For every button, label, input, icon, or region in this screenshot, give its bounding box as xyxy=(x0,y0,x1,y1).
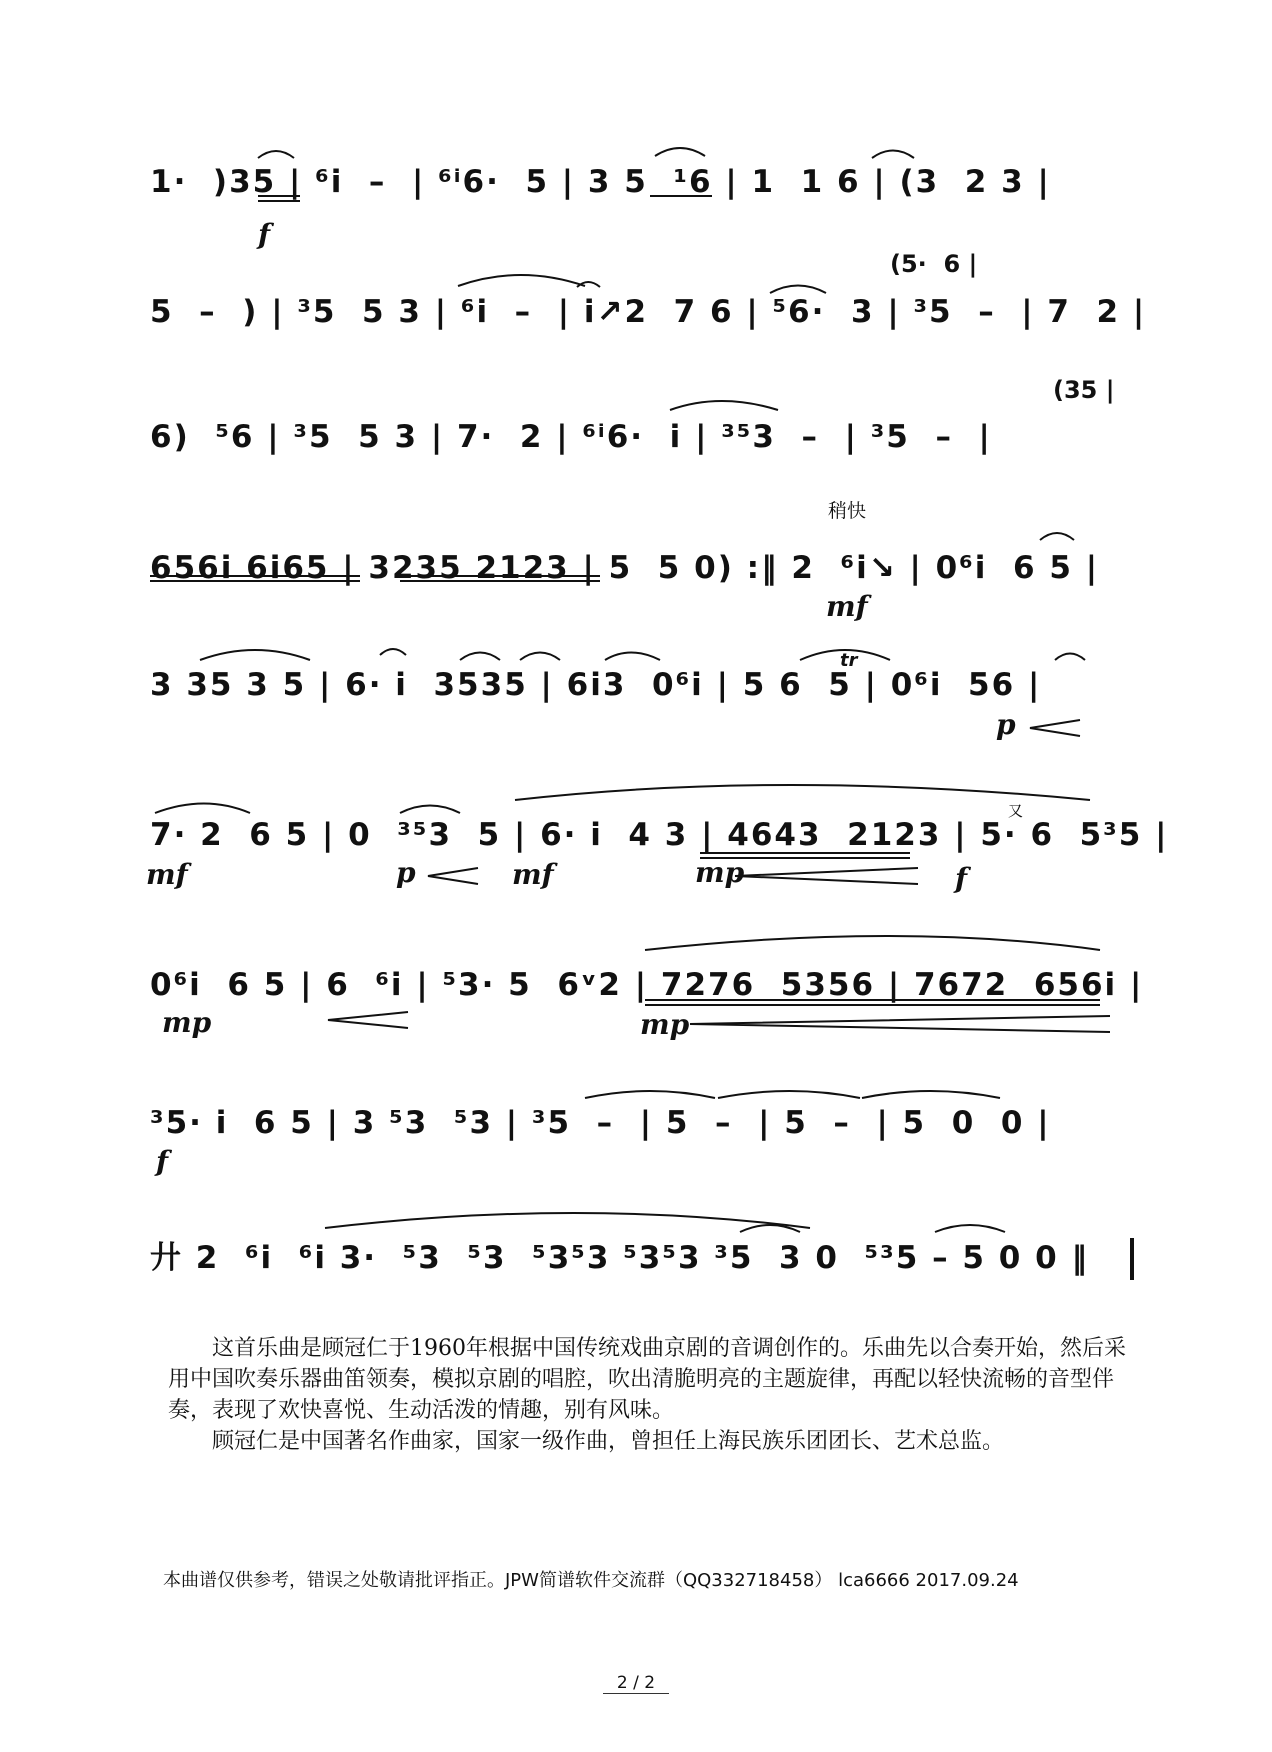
score-line-1: 1· )35 | ⁶i – | ⁶ⁱ6· 5 | 3 5 ¹6 | 1 1 6 | (3 2 3 | xyxy=(150,164,1051,200)
dynamic-mark: mf xyxy=(146,858,188,891)
bracket-annotation-line-3: (35 | xyxy=(1053,376,1115,404)
description-paragraph: 这首乐曲是顾冠仁于1960年根据中国传统戏曲京剧的音调创作的。乐曲先以合奏开始，然后采用中国吹奏乐器曲笛领奏，模拟京剧的唱腔，吹出清脆明亮的主题旋律，再配以轻快流畅的音型伴奏，表现了欢快喜悦、生动活泼的情趣，别有风味。 xyxy=(168,1336,1126,1423)
score-line-2: 5 – ) | ³5 5 3 | ⁶i – | i↗2 7 6 | ⁵6· 3 | ³5 – | 7 2 | xyxy=(150,294,1147,330)
score-line-3: 6) ⁵6 | ³5 5 3 | 7· 2 | ⁶ⁱ6· i | ³⁵3 – | ³5 – | xyxy=(150,419,992,455)
score-line-7: 0⁶i 6 5 | 6 ⁶i | ⁵3· 5 6ᵛ2 | 7276 5356 | 7672 656i | xyxy=(150,967,1144,1003)
dynamic-mark: p xyxy=(396,856,416,889)
page-number xyxy=(0,1673,1272,1693)
score-line-8: ³5· i 6 5 | 3 ⁵3 ⁵3 | ³5 – | 5 – | 5 – | 5 0 0 | xyxy=(150,1105,1051,1141)
dynamic-mark: mp xyxy=(162,1006,212,1039)
dynamic-mark: mf xyxy=(826,590,868,623)
dynamic-mark: f xyxy=(955,862,968,895)
dynamic-mark: p xyxy=(996,708,1016,741)
score-line-9: 廾 2 ⁶i ⁶i 3· ⁵3 ⁵3 ⁵3⁵3 ⁵3⁵3 ³5 3 0 ⁵³5 – 5 0 0 ‖ xyxy=(150,1240,1089,1276)
score-line-4: 656i 6i65 | 3235 2123 | 5 5 0) :‖ 2 ⁶i↘ | 0⁶i 6 5 | xyxy=(150,550,1100,586)
description-paragraph: 顾冠仁是中国著名作曲家，国家一级作曲，曾担任上海民族乐团团长、艺术总监。 xyxy=(212,1429,1005,1454)
trill-marking: tr xyxy=(840,650,858,671)
bracket-annotation-line-2: (5· 6 | xyxy=(890,250,978,278)
score-line-6: 7· 2 6 5 | 0 ³⁵3 5 | 6· i 4 3 | 4643 2123 | 5· 6 5³5 | xyxy=(150,817,1169,853)
page-number-text: 2 / 2 xyxy=(603,1673,669,1694)
dynamic-mark: f xyxy=(156,1145,169,1178)
dynamic-mark: mf xyxy=(512,858,554,891)
dynamic-mark: mp xyxy=(695,856,745,889)
score-line-5: 3 35 3 5 | 6· i 3535 | 6i3 0⁶i | 5 6 5 | 0⁶i 56 | xyxy=(150,667,1042,703)
dynamic-mark: mp xyxy=(640,1008,690,1041)
dynamic-mark: f xyxy=(258,218,271,251)
footer-disclaimer: 本曲谱仅供参考，错误之处敬请批评指正。JPW简谱软件交流群（QQ332718458） lca6666 2017.09.24 xyxy=(163,1570,1019,1591)
tempo-marking: 稍快 xyxy=(828,500,867,522)
piece-description xyxy=(168,1333,1128,1457)
ornament-marking: 又 xyxy=(1008,802,1024,820)
